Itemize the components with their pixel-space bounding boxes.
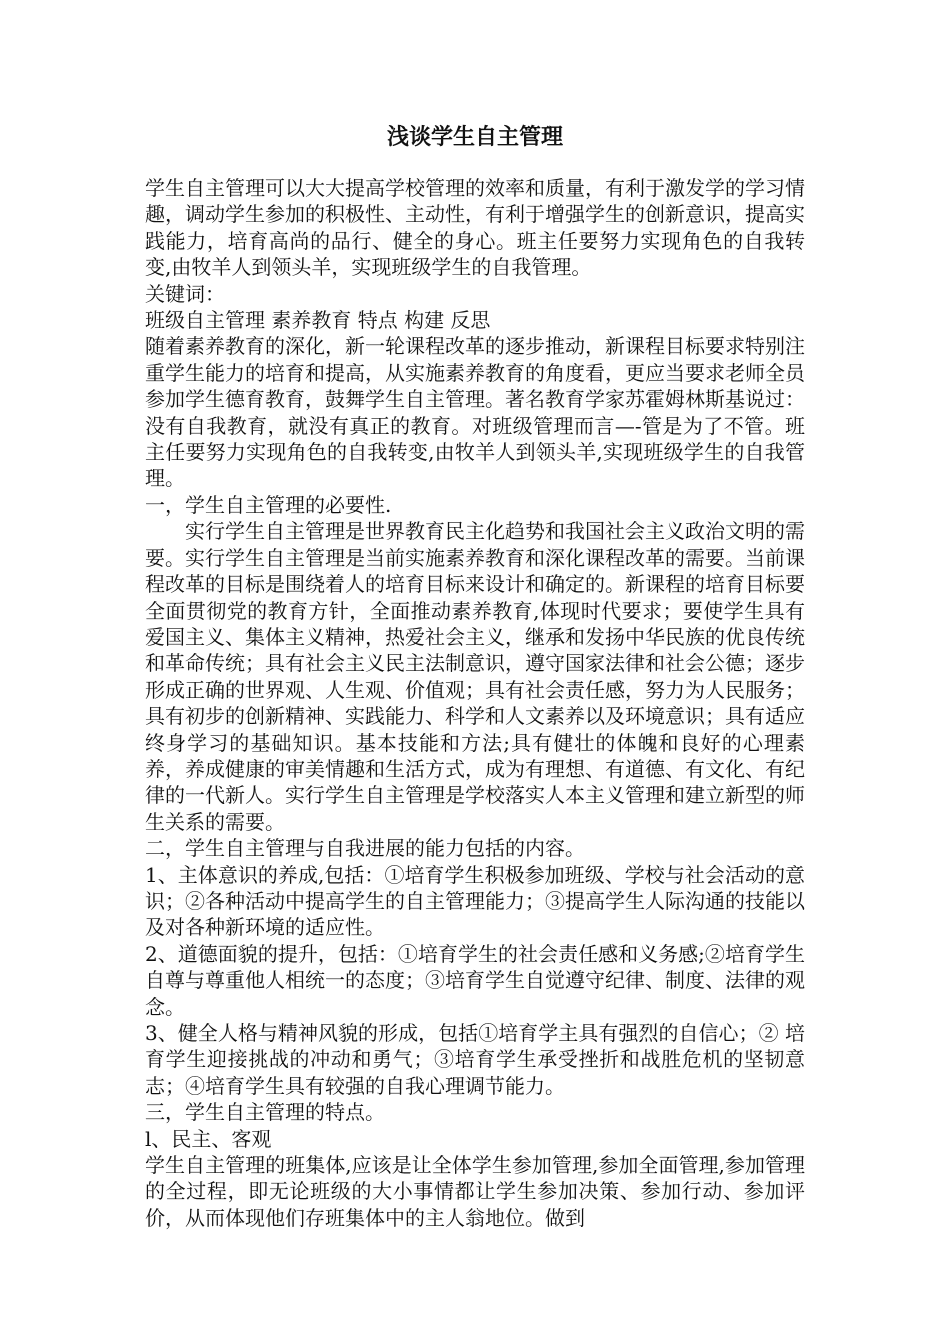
list-item-1: 1、主体意识的养成,包括：①培育学生积极参加班级、学校与社会活动的意识；②各种活动中提高学生的自主管理能力；③提高学生人际沟通的技能以及对各种新环境的适应性。 <box>145 862 805 940</box>
keywords-list: 班级自主管理 素养教育 特点 构建 反思 <box>145 308 491 333</box>
intro-paragraph: 随着素养教育的深化，新一轮课程改革的逐步推动，新课程目标要求特别注重学生能力的培育和提高，从实施素养教育的角度看，更应当要求老师全员参加学生德育教育，鼓舞学生自主管理。著名教育学家苏霍姆林斯基说过：没有自我教育，就没有真正的教育。对班级管理而言—-管是为了不管。班主任要努力实现角色的自我转变,由牧羊人到领头羊,实现班级学生的自我管理。 <box>145 334 805 491</box>
section-heading-1: 一，学生自主管理的必要性. <box>145 492 392 517</box>
section-3-paragraph: 学生自主管理的班集体,应该是让全体学生参加管理,参加全面管理,参加管理的全过程，即无论班级的大小事情都让学生参加决策、参加行动、参加评价，从而体现他们存班集体中的主人翁地位。做到 <box>145 1153 805 1230</box>
document-title: 浅谈学生自主管理 <box>386 125 563 150</box>
document-body <box>145 175 805 1231</box>
keywords-label: 关键词： <box>145 281 225 306</box>
subheading-1: l、民主、客观 <box>145 1126 272 1151</box>
section-heading-2: 二，学生自主管理与自我进展的能力包括的内容。 <box>145 836 585 861</box>
list-item-2: 2、道德面貌的提升，包括：①培育学生的社会责任感和义务感;②培育学生自尊与尊重他人相统一的态度；③培育学生自觉遵守纪律、制度、法律的观念。 <box>145 941 805 1019</box>
list-item-3: 3、健全人格与精神风貌的形成，包括①培育学主具有强烈的自信心；② 培育学生迎接挑战的冲动和勇气；③培育学生承受挫折和战胜危机的坚韧意志；④培育学生具有较强的自我心理调节能力。 <box>145 1021 805 1098</box>
abstract-paragraph: 学生自主管理可以大大提高学校管理的效率和质量，有利于激发学的学习情趣，调动学生参加的积极性、主动性，有利于增强学生的创新意识，提高实践能力，培育高尚的品行、健全的身心。班主任要努力实现角色的自我转变,由牧羊人到领头羊，实现班级学生的自我管理。 <box>145 176 805 280</box>
section-heading-3: 三，学生自主管理的特点。 <box>145 1100 385 1125</box>
section-1-paragraph: 实行学生自主管理是世界教育民主化趋势和我国社会主义政治文明的需要。实行学生自主管理是当前实施素养教育和深化课程改革的需要。当前课程改革的目标是围绕着人的培育目标来设计和确定的。新课程的培育目标要全面贯彻党的教育方针，全面推动素养教育,体现时代要求；要使学生具有爱国主义、集体主义精神，热爱社会主义，继承和发扬中华民族的优良传统和革命传统；具有社会主义民主法制意识，遵守国家法律和社会公德；逐步形成正确的世界观、人生观、价值观；具有社会责任感，努力为人民服务；具有初步的创新精神、实践能力、科学和人文素养以及环境意识；具有适应终身学习的基础知识。基本技能和方法;具有健壮的体魄和良好的心理素养，养成健康的审美情趣和生活方式，成为有理想、有道德、有文化、有纪律的一代新人。实行学生自主管理是学校落实人本主义管理和建立新型的师生关系的需要。 <box>145 519 805 834</box>
